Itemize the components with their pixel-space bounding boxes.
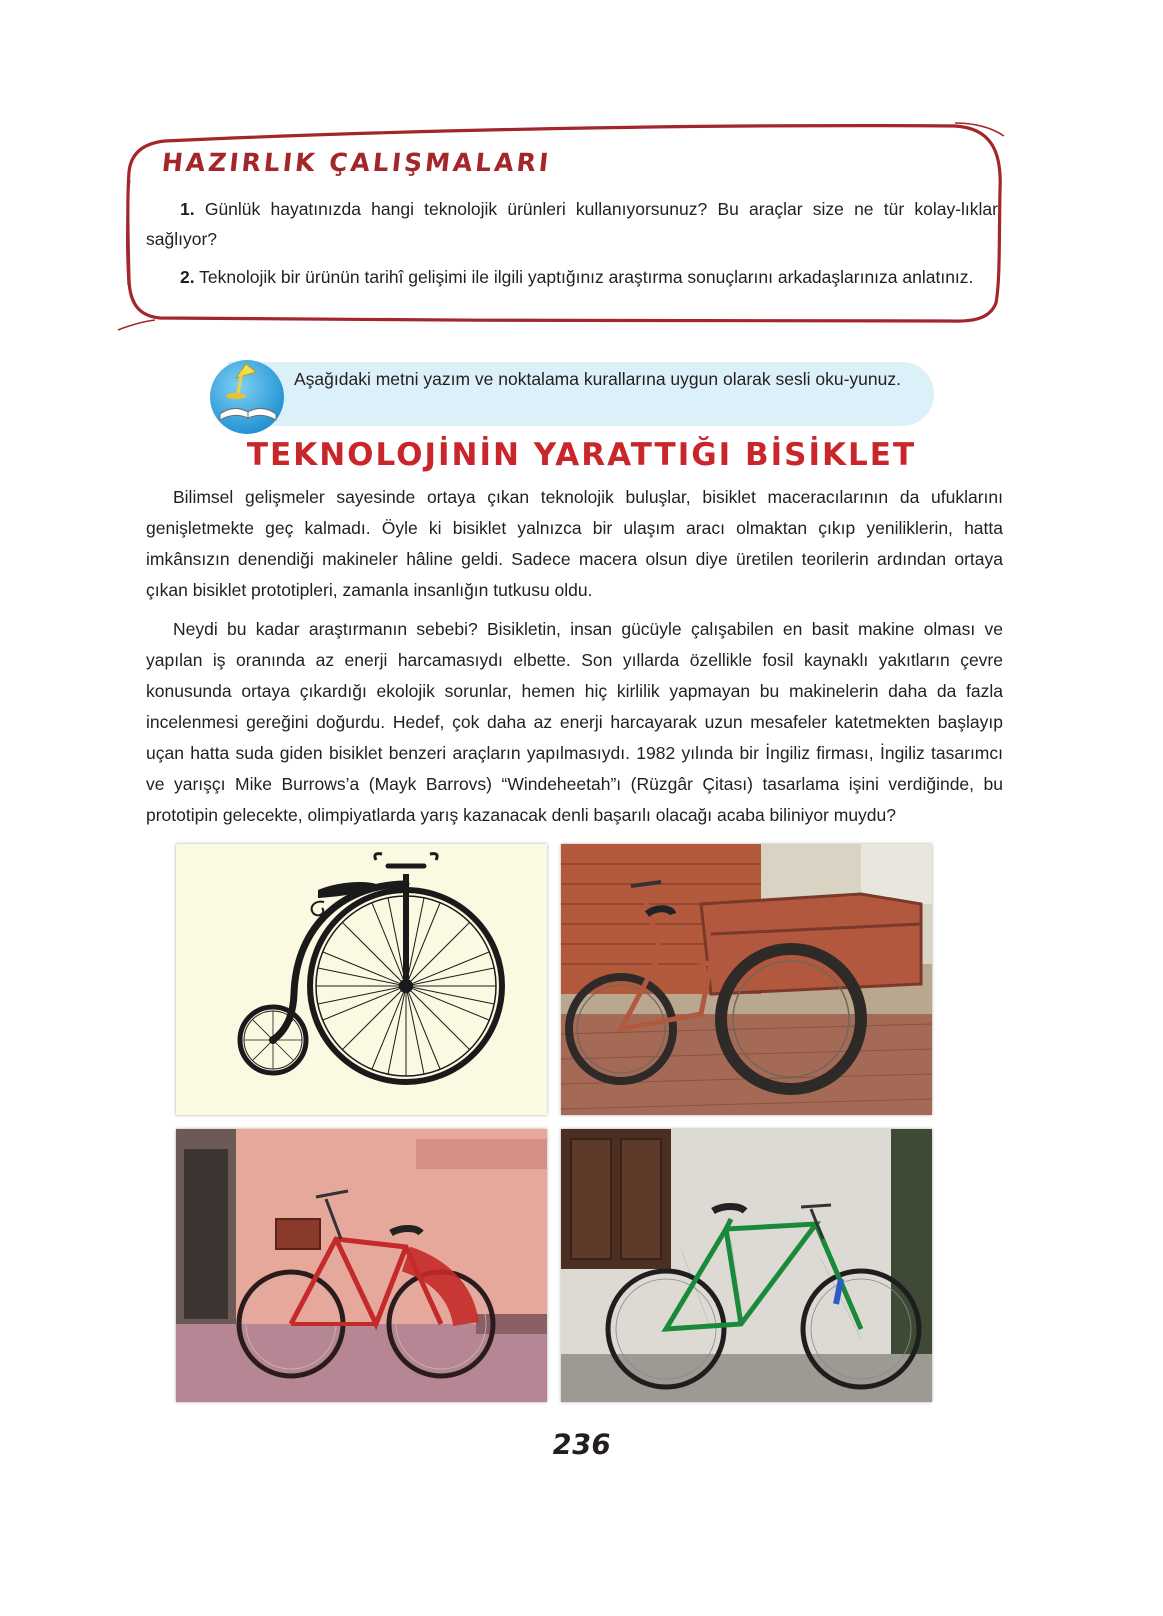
article-title: TEKNOLOJİNİN YARATTIĞI BİSİKLET: [246, 437, 917, 473]
reading-lamp-book-icon: [206, 356, 288, 438]
question-text: Teknolojik bir ürünün tarihî gelişimi ile ilgili yaptığınız araştırma sonuçlarını arkadaşlarınıza anlatınız.: [199, 267, 974, 287]
preparation-title: HAZIRLIK ÇALIŞMALARI: [160, 148, 553, 177]
article-body: [146, 482, 1003, 839]
question-text: Günlük hayatınızda hangi teknolojik ürünleri kullanıyorsunuz? Bu araçlar size ne tür kolay-lıklar sağlıyor?: [146, 199, 998, 249]
red-bicycle-photo: [176, 1129, 547, 1402]
page-number: 236: [549, 1428, 614, 1461]
question-number: 2.: [180, 267, 195, 287]
question-number: 1.: [180, 199, 195, 219]
instruction-text: Aşağıdaki metni yazım ve noktalama kurallarına uygun olarak sesli oku-yunuz.: [294, 369, 901, 389]
paragraph-1: Bilimsel gelişmeler sayesinde ortaya çıkan teknolojik buluşlar, bisiklet maceracılarının da ufuklarını genişletmekte geç kalmadı. Öyle ki bisiklet yalnızca bir ulaşım aracı olmaktan çıkıp yeniliklerin, hatta imkânsızın denendiği makineler hâline geldi. Sadece macera olsun diye üretilen teorilerin ardından ortaya çıkan bisiklet prototipleri, zamanla insanlığın tutkusu oldu.: [146, 487, 1003, 600]
question-2: [146, 262, 998, 292]
paragraph-2: Neydi bu kadar araştırmanın sebebi? Bisikletin, insan gücüyle çalışabilen en basit makine olması ve yapılan iş oranında az enerji harcamasıydı elbette. Son yıllarda özellikle fosil kaynaklı yakıtların çevre konusunda ortaya çıkardığı ekolojik sorunlar, hemen hiç kirlilik yapmayan bu makinelerin daha da fazla incelenmesi gereğini doğurdu. Hedef, çok daha az enerji harcayarak uzun mesafeler katetmekten başlayıp uçan hatta suda giden bisiklet benzeri araçların yapılmasıydı. 1982 yılında bir İngiliz firması, İngiliz tasarımcı ve yarışçı Mike Burrows’a (Mayk Barrovs) “Windeheetah”ı (Rüzgâr Çitası) tasarlama işini verdiğinde, bu prototipin gelecekte, olimpiyatlarda yarış kazanacak denli başarılı olacağı acaba biliniyor muydu?: [146, 619, 1003, 825]
instruction-box: [228, 362, 934, 426]
cargo-tricycle-photo: [561, 844, 932, 1115]
green-bicycle-photo: [561, 1129, 932, 1402]
preparation-frame: [0, 0, 1163, 360]
question-1: [146, 194, 998, 254]
penny-farthing-illustration: [176, 844, 547, 1115]
